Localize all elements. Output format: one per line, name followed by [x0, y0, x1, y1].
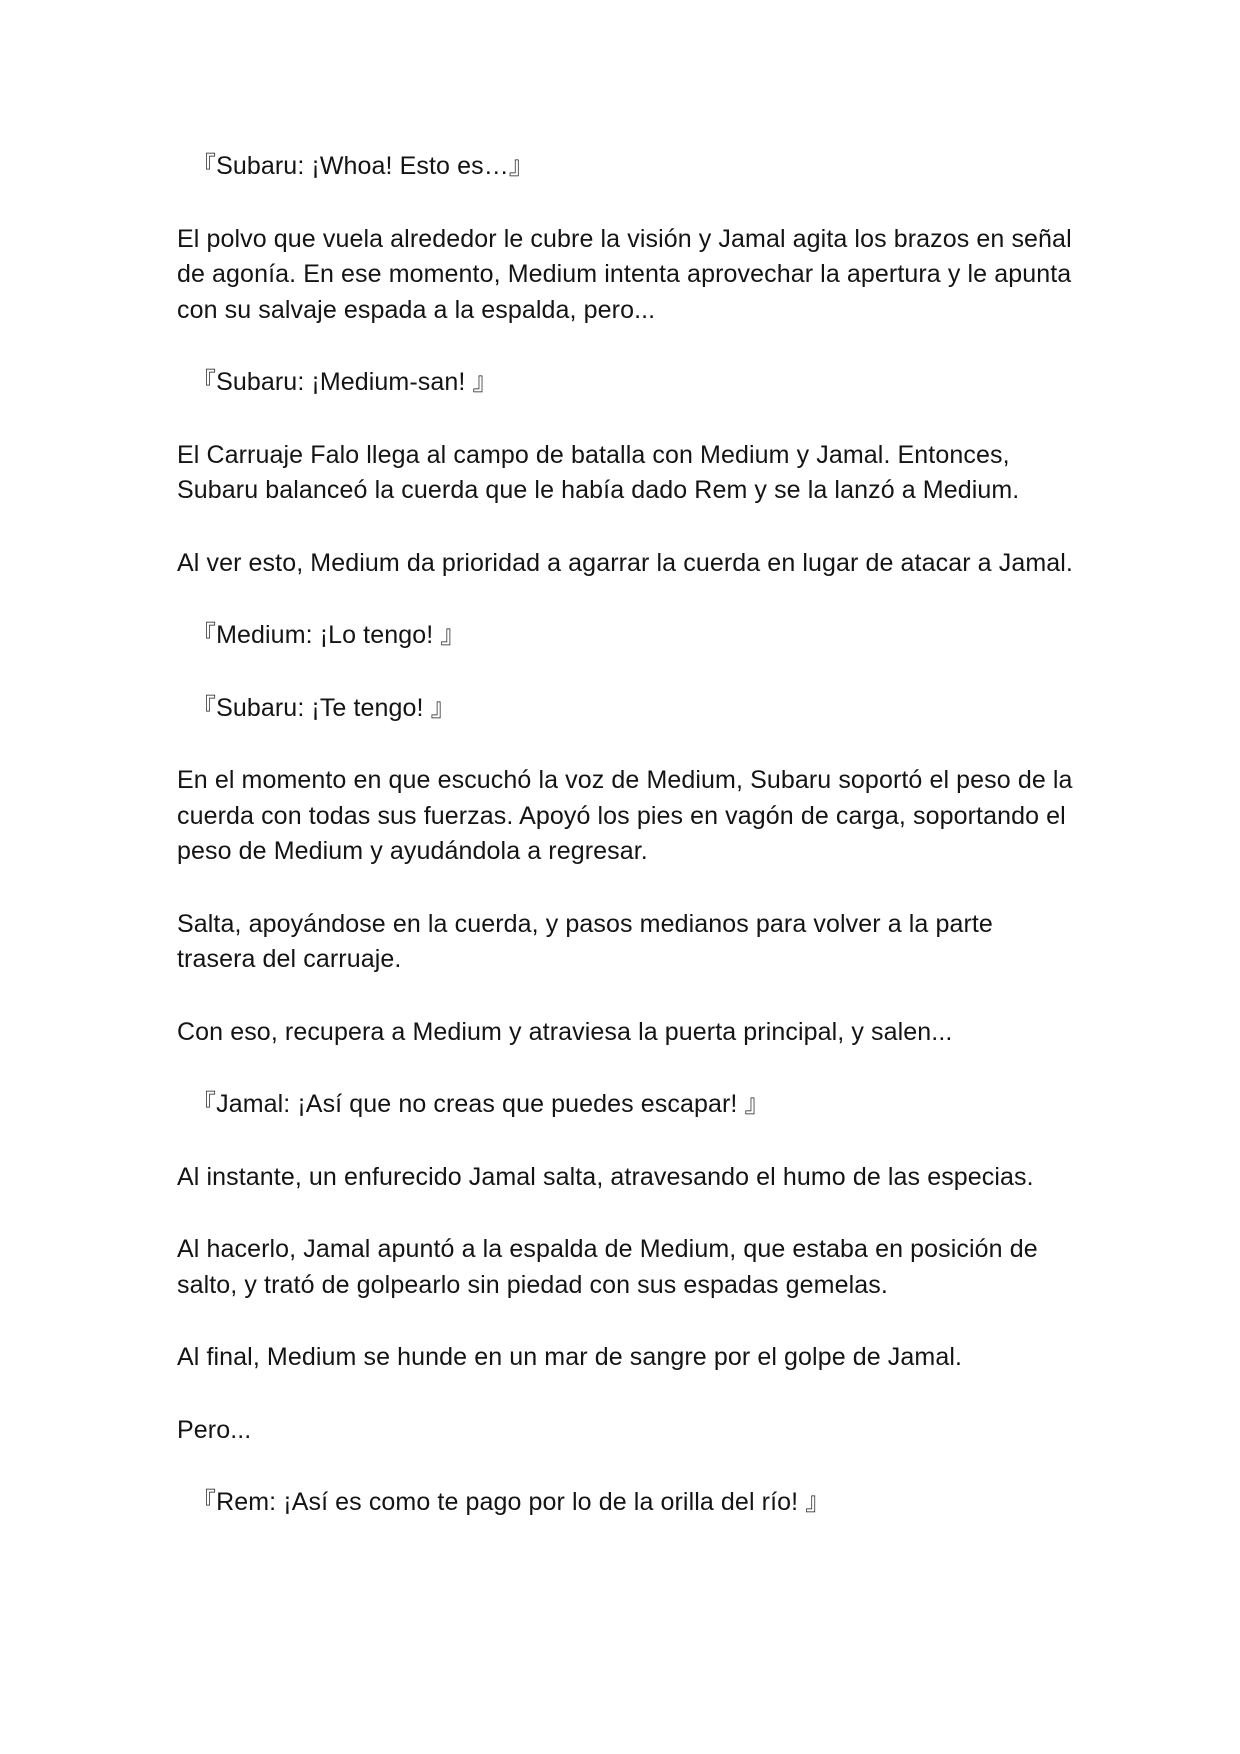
narration-paragraph: Al final, Medium se hunde en un mar de sangre por el golpe de Jamal.	[177, 1343, 963, 1371]
document-body	[177, 149, 1077, 1521]
dialogue-line: 『Subaru: ¡Whoa! Esto es…』	[191, 152, 534, 180]
narration-paragraph: Al instante, un enfurecido Jamal salta, atravesando el humo de las especias.	[177, 1162, 1034, 1191]
narration-paragraph: En el momento en que escuchó la voz de Medium, Subaru soportó el peso de la cuerda con todas sus fuerzas. Apoyó los pies en vagón de carga, soportando el peso de Medium y ayudándola a regresar.	[177, 766, 1073, 865]
narration-paragraph: Salta, apoyándose en la cuerda, y pasos medianos para volver a la parte trasera del carruaje.	[177, 909, 993, 973]
narration-paragraph: Al ver esto, Medium da prioridad a agarrar la cuerda en lugar de atacar a Jamal.	[177, 548, 1073, 577]
narration-paragraph: El Carruaje Falo llega al campo de batalla con Medium y Jamal. Entonces, Subaru balanceó la cuerda que le había dado Rem y se la lanzó a Medium.	[177, 440, 1020, 504]
dialogue-line: 『Subaru: ¡Medium-san! 』	[191, 368, 498, 396]
narration-paragraph: Pero...	[177, 1415, 252, 1444]
narration-paragraph: Con eso, recupera a Medium y atraviesa la puerta principal, y salen...	[177, 1017, 953, 1046]
narration-paragraph: Al hacerlo, Jamal apuntó a la espalda de Medium, que estaba en posición de salto, y trató de golpearlo sin piedad con sus espadas gemelas.	[177, 1235, 1038, 1299]
dialogue-line: 『Medium: ¡Lo tengo! 』	[191, 621, 466, 649]
narration-paragraph: El polvo que vuela alrededor le cubre la visión y Jamal agita los brazos en señal de agonía. En ese momento, Medium intenta aprovechar la apertura y le apunta con su salvaje espada a la espalda, pero...	[177, 224, 1072, 324]
dialogue-line: 『Subaru: ¡Te tengo! 』	[191, 693, 456, 722]
dialogue-line: 『Rem: ¡Así es como te pago por lo de la orilla del río! 』	[191, 1488, 831, 1516]
dialogue-line: 『Jamal: ¡Así que no creas que puedes escapar! 』	[191, 1090, 770, 1118]
